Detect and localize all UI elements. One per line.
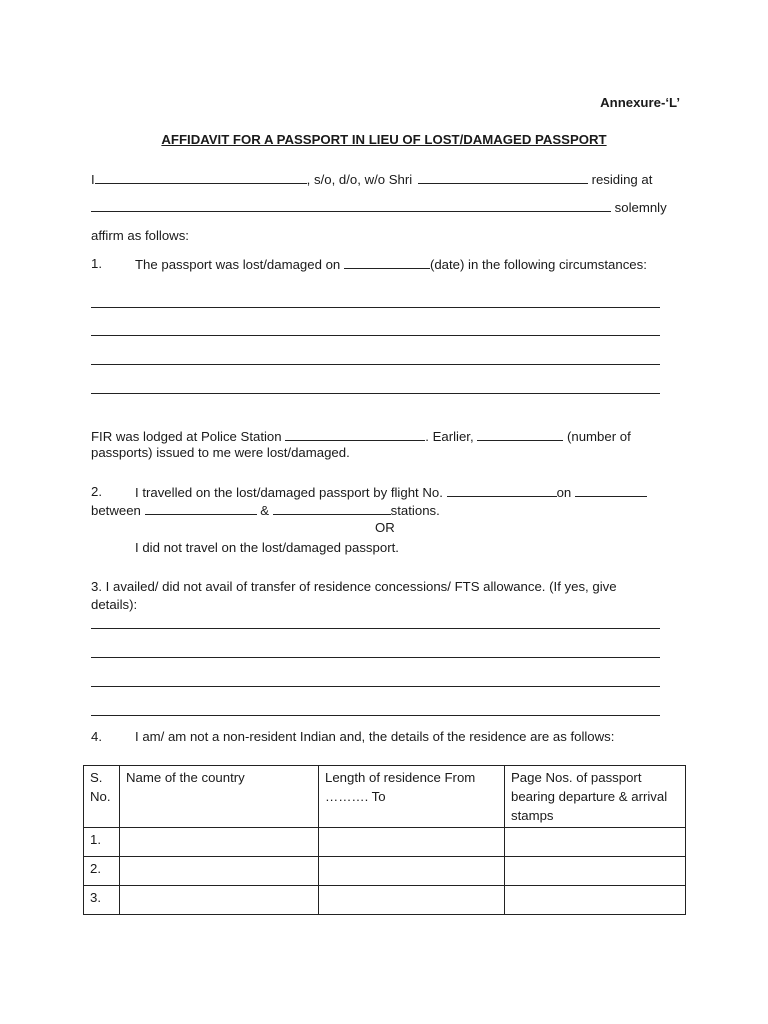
item-2-between: between — [91, 503, 141, 518]
or-label: OR — [375, 520, 395, 535]
pages-cell[interactable] — [505, 828, 686, 857]
intro-line-2 — [91, 199, 667, 215]
page-title: AFFIDAVIT FOR A PASSPORT IN LIEU OF LOST/DAMAGED PASSPORT — [161, 132, 607, 147]
fir-line-1 — [91, 428, 631, 444]
intro-i: I — [91, 172, 95, 187]
length-cell[interactable] — [319, 857, 505, 886]
header-length: Length of residence From ………. To — [319, 766, 505, 828]
item-2-stations: stations. — [390, 503, 440, 518]
table-row — [84, 857, 686, 886]
item-2-line-2 — [91, 502, 440, 518]
to-station-blank[interactable] — [273, 502, 391, 515]
from-station-blank[interactable] — [145, 502, 257, 515]
fir-text-c: (number of — [566, 429, 631, 444]
details-line-2[interactable] — [91, 657, 660, 658]
circumstances-line-2[interactable] — [91, 335, 660, 336]
police-station-blank[interactable] — [285, 428, 425, 441]
item-2-amp: & — [260, 503, 269, 518]
item-3-line-1: 3. I availed/ did not avail of transfer of residence concessions/ FTS allowance. (If yes, give — [91, 579, 617, 594]
item-1-text-a: The passport was lost/damaged on — [135, 257, 341, 272]
pages-cell[interactable] — [505, 857, 686, 886]
item-4-text: I am/ am not a non-resident Indian and, the details of the residence are as follows: — [135, 729, 615, 744]
row-sno: 2. — [84, 857, 120, 886]
father-name-blank[interactable] — [418, 171, 588, 184]
item-4-number: 4. — [91, 729, 102, 744]
intro-affirm: affirm as follows: — [91, 228, 189, 243]
country-cell[interactable] — [120, 857, 319, 886]
item-3-line-2: details): — [91, 597, 138, 612]
intro-solemnly: solemnly — [614, 200, 667, 215]
details-line-4[interactable] — [91, 715, 660, 716]
fir-text-d: passports) issued to me were lost/damaged. — [91, 445, 350, 460]
intro-line-1 — [91, 171, 652, 187]
intro-relation: , s/o, d/o, w/o Shri — [306, 172, 413, 187]
circumstances-line-4[interactable] — [91, 393, 660, 394]
loss-date-blank[interactable] — [344, 256, 430, 269]
header-country: Name of the country — [120, 766, 319, 828]
details-line-1[interactable] — [91, 628, 660, 629]
name-blank[interactable] — [95, 171, 307, 184]
pages-cell[interactable] — [505, 886, 686, 915]
flight-date-blank[interactable] — [575, 484, 647, 497]
annexure-label: Annexure-‘L’ — [600, 95, 680, 110]
details-line-3[interactable] — [91, 686, 660, 687]
passport-count-blank[interactable] — [477, 428, 563, 441]
item-1-text-b: (date) in the following circumstances: — [429, 257, 647, 272]
residence-table — [83, 765, 686, 915]
country-cell[interactable] — [120, 886, 319, 915]
item-2-line-1 — [135, 484, 647, 500]
item-2-alt: I did not travel on the lost/damaged passport. — [135, 540, 399, 555]
length-cell[interactable] — [319, 828, 505, 857]
item-2-number: 2. — [91, 484, 102, 499]
fir-text-b: . Earlier, — [425, 429, 474, 444]
address-blank[interactable] — [91, 199, 611, 212]
item-1-number: 1. — [91, 256, 102, 271]
header-sno: S. No. — [84, 766, 120, 828]
table-header-row — [84, 766, 686, 828]
circumstances-line-1[interactable] — [91, 307, 660, 308]
circumstances-line-3[interactable] — [91, 364, 660, 365]
header-pages: Page Nos. of passport bearing departure & arrival stamps — [505, 766, 686, 828]
item-2-text-b: on — [556, 485, 572, 500]
item-2-text-a: I travelled on the lost/damaged passport by flight No. — [135, 485, 443, 500]
flight-number-blank[interactable] — [447, 484, 557, 497]
item-1-text — [135, 256, 647, 272]
intro-residing: residing at — [591, 172, 653, 187]
row-sno: 3. — [84, 886, 120, 915]
length-cell[interactable] — [319, 886, 505, 915]
fir-text-a: FIR was lodged at Police Station — [91, 429, 282, 444]
country-cell[interactable] — [120, 828, 319, 857]
row-sno: 1. — [84, 828, 120, 857]
table-row — [84, 828, 686, 857]
table-row — [84, 886, 686, 915]
